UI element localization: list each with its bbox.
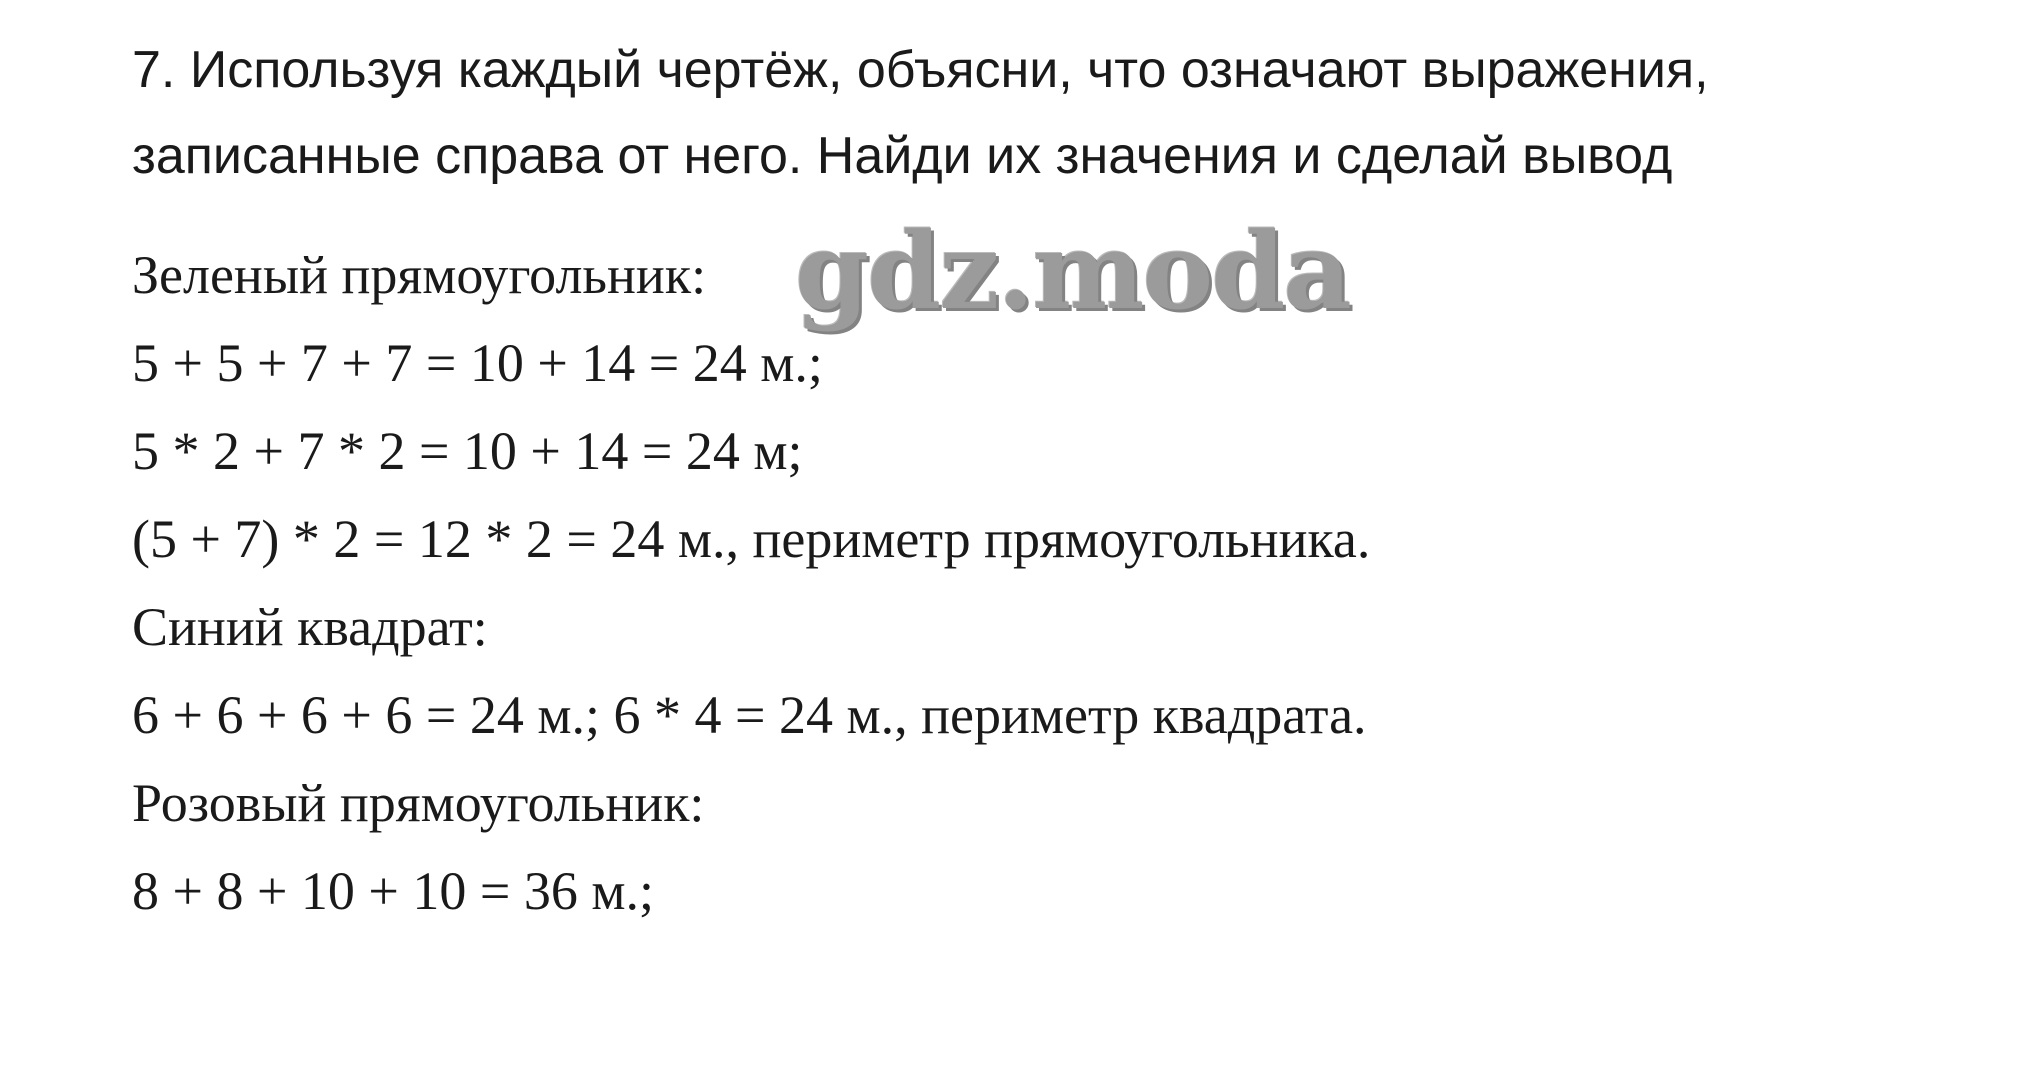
blue-square-expression: 6 + 6 + 6 + 6 = 24 м.; 6 * 4 = 24 м., периметр квадрата.	[132, 685, 1367, 745]
task-line-1: 7. Используя каждый чертёж, объясни, что означают выражения,	[132, 41, 1709, 99]
task-line-2: записанные справа от него. Найди их значения и сделай вывод	[132, 127, 1673, 185]
watermark-logo: gdz.moda	[795, 208, 1350, 333]
green-rectangle-heading: Зеленый прямоугольник:	[132, 245, 707, 305]
green-expression-3: (5 + 7) * 2 = 12 * 2 = 24 м., периметр прямоугольника.	[132, 509, 1371, 569]
green-expression-2: 5 * 2 + 7 * 2 = 10 + 14 = 24 м;	[132, 421, 803, 481]
blue-square-heading: Синий квадрат:	[132, 597, 488, 657]
pink-rectangle-heading: Розовый прямоугольник:	[132, 773, 705, 833]
pink-rectangle-expression: 8 + 8 + 10 + 10 = 36 м.;	[132, 861, 654, 921]
green-expression-1: 5 + 5 + 7 + 7 = 10 + 14 = 24 м.;	[132, 333, 823, 393]
